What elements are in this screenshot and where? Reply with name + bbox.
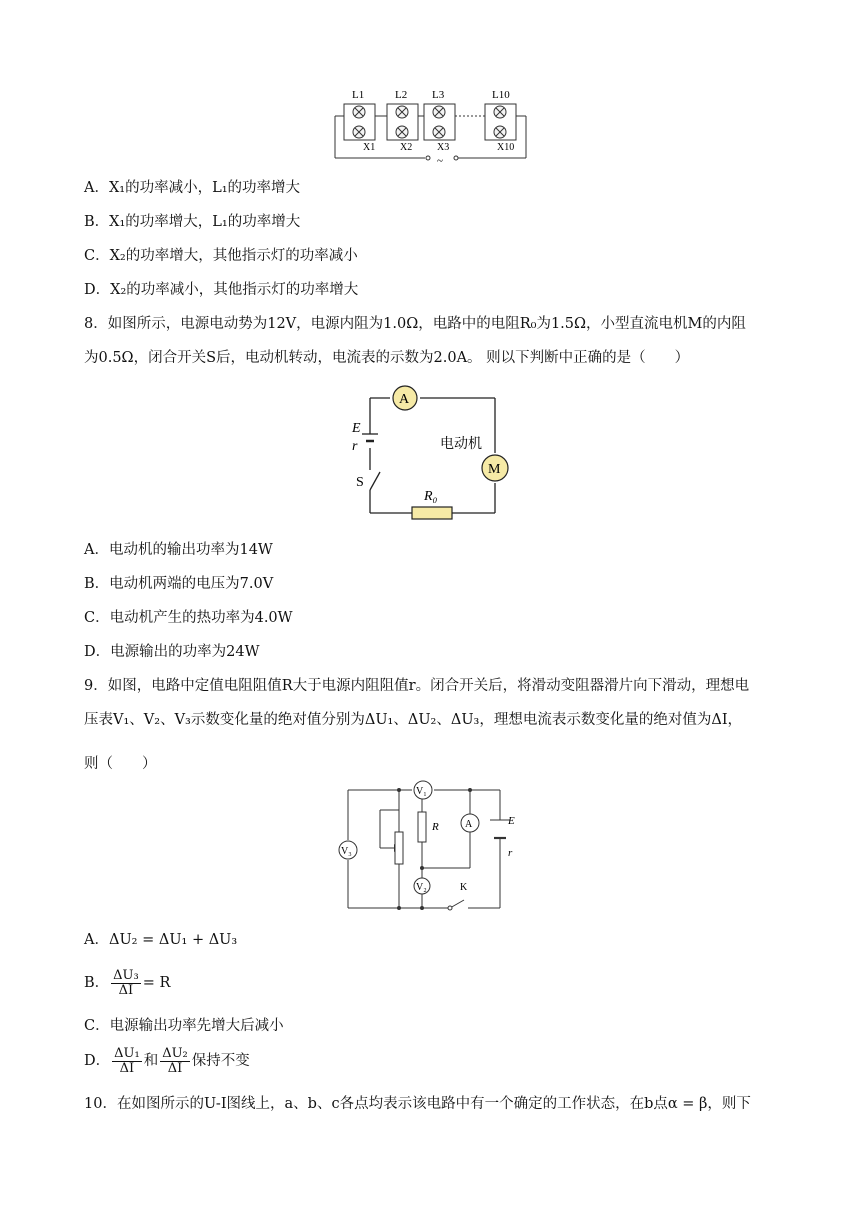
denominator: ΔI [167, 1060, 183, 1076]
label-r: r [352, 439, 358, 454]
q7-option-b: B．X₁的功率增大，L₁的功率增大 [84, 214, 301, 230]
label-motor: 电动机 [440, 437, 482, 452]
q8-option-d: D．电源输出的功率为24W [84, 644, 260, 660]
q9-option-a: A．ΔU₂ = ΔU₁ + ΔU₃ [84, 932, 238, 948]
label-R0: R₀ [424, 489, 438, 504]
q9-option-b-rest: = R [142, 975, 171, 991]
label-S: S [356, 475, 364, 490]
q7-option-c: C．X₂的功率增大，其他指示灯的功率减小 [84, 248, 358, 264]
fraction [160, 1047, 190, 1076]
q9-stem-line2: 压表V₁、V₂、V₃示数变化量的绝对值分别为ΔU₁、ΔU₂、ΔU₃，理想电流表示数变化量的绝对值为ΔI， [84, 712, 743, 728]
figure-motor-circuit [340, 384, 520, 524]
label-X10: X10 [497, 142, 515, 153]
numerator: ΔU₂ [162, 1045, 188, 1061]
label-X3: X3 [437, 142, 450, 153]
numerator: ΔU₃ [113, 967, 139, 983]
q9-option-b [84, 966, 170, 1000]
q10-stem-line1: 10．在如图所示的U-I图线上，a、b、c各点均表示该电路中有一个确定的工作状态，在b点α = β，则下 [84, 1096, 751, 1112]
q9-option-c: C．电源输出功率先增大后减小 [84, 1018, 284, 1034]
voltmeter-V3: V₃ [341, 846, 352, 857]
q7-option-a: A．X₁的功率减小，L₁的功率增大 [84, 180, 301, 196]
voltmeter-V2: V₂ [416, 882, 427, 893]
label-E: E [508, 815, 515, 827]
q9-option-d-rest: 保持不变 [191, 1053, 250, 1069]
fraction [111, 969, 141, 998]
label-L2: L2 [395, 89, 408, 101]
q8-option-c: C．电动机产生的热功率为4.0W [84, 610, 293, 626]
label-K: K [460, 882, 468, 893]
numerator: ΔU₁ [114, 1045, 140, 1061]
label-L3: L3 [432, 89, 445, 101]
q9-stem-line1: 9．如图，电路中定值电阻阻值R大于电源内阻阻值r。闭合开关后，将滑动变阻器滑片向下滑动，理想电 [84, 678, 750, 694]
denominator: ΔI [118, 982, 134, 998]
q8-stem-line1: 8．如图所示，电源电动势为12V，电源内阻为1.0Ω，电路中的电阻R₀为1.5Ω，小型直流电机M的内阻 [84, 316, 746, 332]
motor-M: M [488, 462, 501, 477]
label-E: E [352, 421, 361, 436]
q9-option-b-prefix: B． [84, 975, 110, 991]
voltmeter-V1: V₁ [416, 786, 427, 797]
ammeter-A: A [465, 819, 473, 830]
q7-option-d: D．X₂的功率减小，其他指示灯的功率增大 [84, 282, 359, 298]
label-R: R [432, 821, 439, 833]
figure-rheostat-circuit [330, 780, 540, 916]
label-r: r [508, 847, 513, 859]
q9-option-d-prefix: D． [84, 1053, 111, 1069]
denominator: ΔI [119, 1060, 135, 1076]
q8-option-b: B．电动机两端的电压为7.0V [84, 576, 274, 592]
ammeter-A: A [399, 392, 410, 407]
label-L10: L10 [492, 89, 510, 101]
q8-stem-line2: 为0.5Ω，闭合开关S后，电动机转动，电流表的示数为2.0A。 则以下判断中正确的是（ ） [84, 350, 690, 366]
q9-stem-line3: 则（ ） [84, 756, 157, 772]
ac-source-symbol: ~ [437, 155, 443, 164]
figure-lamp-chain [330, 86, 540, 164]
fraction [112, 1047, 142, 1076]
label-X2: X2 [400, 142, 413, 153]
q9-option-d-mid: 和 [143, 1053, 159, 1069]
label-X1: X1 [363, 142, 376, 153]
q9-option-d [84, 1044, 250, 1078]
label-L1: L1 [352, 89, 365, 101]
q8-option-a: A．电动机的输出功率为14W [84, 542, 273, 558]
